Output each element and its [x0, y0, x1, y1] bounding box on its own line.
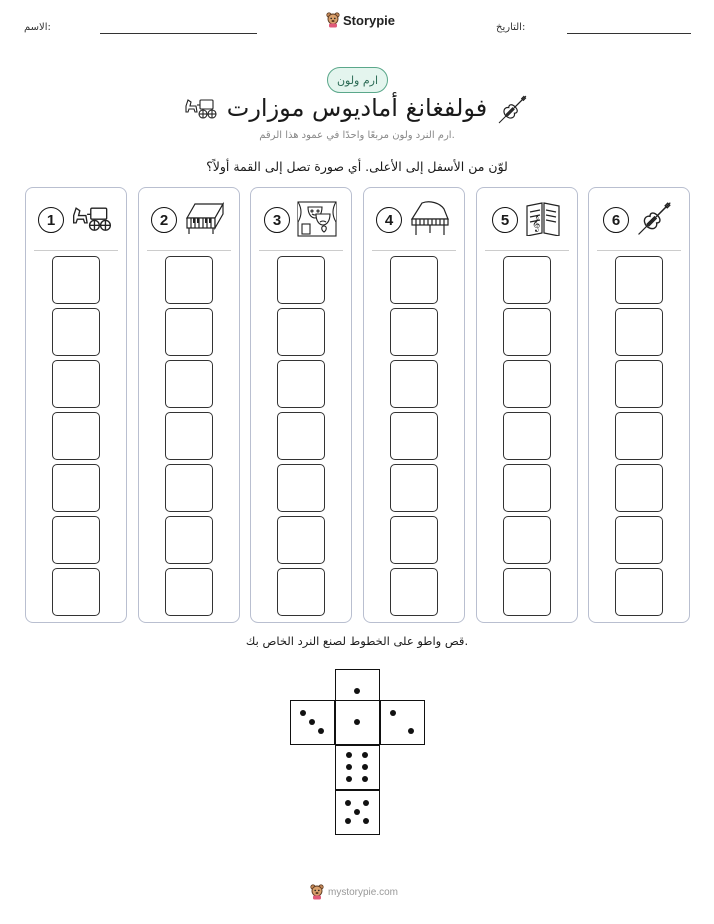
theater-masks-icon: [296, 198, 338, 242]
column-header: [589, 200, 689, 240]
column-divider: [372, 250, 456, 251]
dice-face-3: [290, 700, 335, 745]
color-box[interactable]: [503, 516, 551, 564]
color-box[interactable]: [165, 516, 213, 564]
dice-pip: [318, 728, 324, 734]
column-5: [476, 187, 578, 623]
color-box[interactable]: [52, 568, 100, 616]
dice-pip: [362, 764, 368, 770]
color-box[interactable]: [615, 412, 663, 460]
piano-icon: [183, 200, 227, 240]
color-box[interactable]: [390, 412, 438, 460]
color-box[interactable]: [390, 308, 438, 356]
color-box[interactable]: [52, 516, 100, 564]
sheet-music-icon: [524, 200, 562, 240]
color-box[interactable]: [390, 516, 438, 564]
dice-pip: [362, 776, 368, 782]
color-box[interactable]: [165, 464, 213, 512]
dice-pip: [346, 776, 352, 782]
dice-pip: [362, 752, 368, 758]
name-label: الاسم:: [24, 22, 51, 33]
column-divider: [34, 250, 118, 251]
dice-pip: [363, 818, 369, 824]
column-number: 2: [151, 207, 177, 233]
brand-name: Storypie: [343, 12, 396, 28]
color-box[interactable]: [277, 464, 325, 512]
activity-badge: ارم ولون: [327, 67, 388, 93]
dice-face-2: [380, 700, 425, 745]
column-number: 1: [38, 207, 64, 233]
column-1: [25, 187, 127, 623]
color-box[interactable]: [165, 568, 213, 616]
violin-icon: [635, 198, 675, 242]
color-box[interactable]: [615, 568, 663, 616]
column-number: 3: [264, 207, 290, 233]
color-box[interactable]: [390, 568, 438, 616]
column-header: [26, 200, 126, 240]
color-box[interactable]: [277, 412, 325, 460]
color-box[interactable]: [503, 360, 551, 408]
color-box[interactable]: [277, 360, 325, 408]
color-box[interactable]: [165, 412, 213, 460]
column-header: [364, 200, 464, 240]
dice-face-6: [335, 745, 380, 790]
column-2: [138, 187, 240, 623]
color-box[interactable]: [165, 256, 213, 304]
column-6: [588, 187, 690, 623]
column-number: 6: [603, 207, 629, 233]
column-header: [251, 200, 351, 240]
column-3: [250, 187, 352, 623]
page-subtitle: ارم النرد ولون مربعًا واحدًا في عمود هذا الرقم.: [259, 130, 455, 141]
color-box[interactable]: [277, 308, 325, 356]
color-box[interactable]: [503, 464, 551, 512]
dice-pip: [354, 809, 360, 815]
color-box[interactable]: [52, 256, 100, 304]
color-box[interactable]: [277, 256, 325, 304]
color-box[interactable]: [390, 256, 438, 304]
column-header: [477, 200, 577, 240]
column-divider: [485, 250, 569, 251]
dice-face-5: [335, 790, 380, 835]
color-box[interactable]: [615, 308, 663, 356]
color-box[interactable]: [277, 568, 325, 616]
color-box[interactable]: [52, 308, 100, 356]
bear-mascot-icon: [326, 12, 340, 28]
dice-pip: [345, 818, 351, 824]
date-line[interactable]: [567, 33, 691, 34]
column-number: 4: [376, 207, 402, 233]
footer: [310, 884, 398, 900]
dice-pip: [363, 800, 369, 806]
svg-text:𝄞: 𝄞: [532, 216, 541, 232]
color-box[interactable]: [615, 256, 663, 304]
date-label: التاريخ:: [496, 22, 526, 33]
column-divider: [597, 250, 681, 251]
dice-pip: [300, 710, 306, 716]
bear-mascot-icon: [310, 884, 324, 900]
column-number: 5: [492, 207, 518, 233]
color-box[interactable]: [503, 412, 551, 460]
dice-pip: [346, 764, 352, 770]
column-header: [139, 200, 239, 240]
color-box[interactable]: [165, 308, 213, 356]
color-box[interactable]: [503, 568, 551, 616]
game-instruction: لوّن من الأسفل إلى الأعلى. أي صورة تصل إلى القمة أولاً؟: [206, 159, 508, 174]
horse-carriage-icon: [183, 96, 219, 120]
footer-url: mystorypie.com: [328, 886, 399, 898]
column-divider: [259, 250, 343, 251]
column-4: [363, 187, 465, 623]
dice-pip: [354, 688, 360, 694]
color-box[interactable]: [503, 308, 551, 356]
color-box[interactable]: [52, 464, 100, 512]
color-box[interactable]: [390, 464, 438, 512]
page-title: فولفغانغ أماديوس موزارت: [226, 94, 488, 122]
dice-pip: [408, 728, 414, 734]
color-box[interactable]: [615, 360, 663, 408]
dice-pip: [345, 800, 351, 806]
horse-carriage-icon: [70, 203, 114, 237]
color-box[interactable]: [52, 360, 100, 408]
color-box[interactable]: [390, 360, 438, 408]
color-box[interactable]: [615, 516, 663, 564]
name-line[interactable]: [100, 33, 257, 34]
dice-pip: [390, 710, 396, 716]
dice-pip: [346, 752, 352, 758]
cut-instruction: قص واطو على الخطوط لصنع النرد الخاص بك.: [245, 634, 469, 648]
dice-face-1: [335, 700, 380, 745]
color-box[interactable]: [503, 256, 551, 304]
dice-pip: [309, 719, 315, 725]
color-box[interactable]: [277, 516, 325, 564]
grand-piano-icon: [408, 199, 452, 241]
color-box[interactable]: [615, 464, 663, 512]
brand-logo: [326, 12, 395, 28]
column-divider: [147, 250, 231, 251]
color-box[interactable]: [52, 412, 100, 460]
color-box[interactable]: [165, 360, 213, 408]
dice-pip: [354, 719, 360, 725]
